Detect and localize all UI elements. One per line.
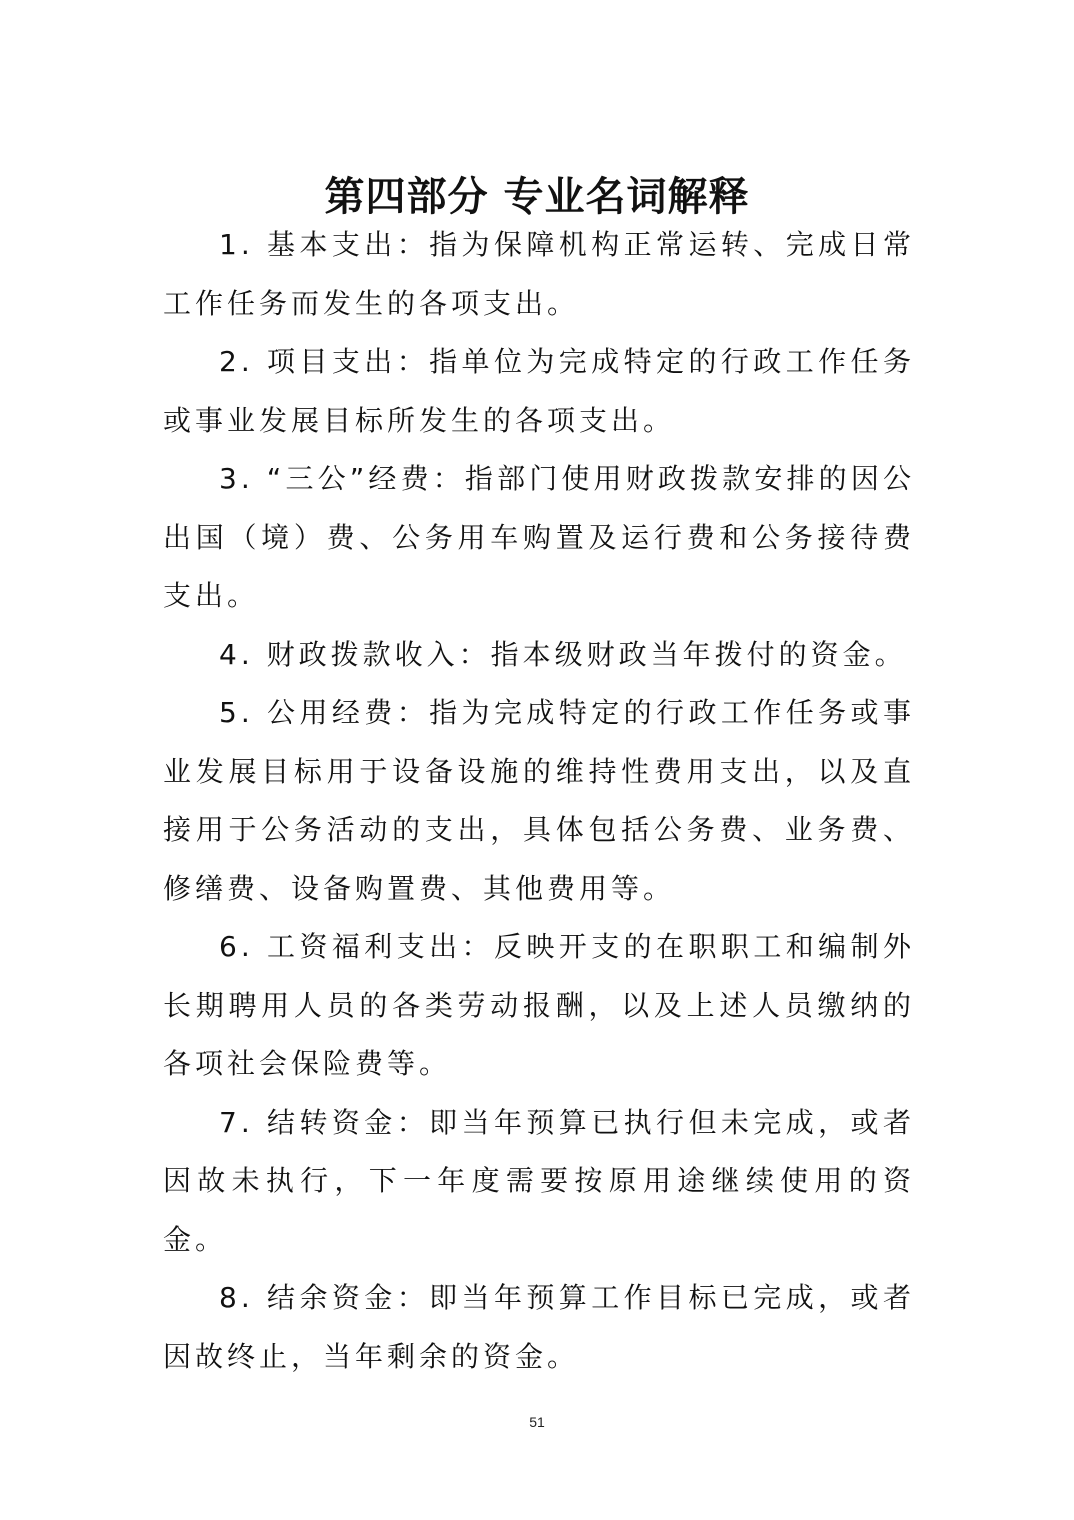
term-definition: 指为保障机构正常运转、完成日常工作任务而发生的各项支出。 [163,228,915,320]
term-definition: 即当年预算工作目标已完成，或者因故终止，当年剩余的资金。 [163,1281,915,1373]
term-wage-welfare-expenditure [163,918,915,1094]
term-definition: 反映开支的在职职工和编制外长期聘用人员的各类劳动报酬，以及上述人员缴纳的各项社会保险费等。 [163,930,915,1080]
term-definition: 指为完成特定的行政工作任务或事业发展目标用于设备设施的维持性费用支出，以及直接用于公务活动的支出，具体包括公务费、业务费、修缮费、设备购置费、其他费用等。 [163,696,915,905]
term-definition: 指单位为完成特定的行政工作任务或事业发展目标所发生的各项支出。 [163,345,915,437]
term-label: 5. 公用经费： [219,696,430,729]
term-fiscal-appropriation-income [163,626,915,685]
term-carryover-funds [163,1094,915,1270]
term-label: 2. 项目支出： [219,345,430,378]
term-label: 6. 工资福利支出： [219,930,494,963]
term-label: 3. “三公”经费： [219,462,465,495]
term-definition: 指部门使用财政拨款安排的因公出国（境）费、公务用车购置及运行费和公务接待费支出。 [163,462,915,612]
term-label: 1. 基本支出： [219,228,430,261]
term-basic-expenditure [163,216,915,333]
term-label: 7. 结转资金： [219,1105,430,1139]
term-label: 4. 财政拨款收入： [219,637,491,671]
page-number: 51 [529,1414,545,1430]
term-definition: 即当年预算已执行但未完成，或者因故未执行，下一年度需要按原用途继续使用的资金。 [163,1105,915,1256]
term-surplus-funds [163,1269,915,1386]
term-label: 8. 结余资金： [219,1281,430,1314]
term-list [163,216,915,1386]
term-definition: 指本级财政当年拨付的资金。 [490,637,907,671]
page-title: 第四部分 专业名词解释 [324,173,750,220]
term-three-public-expenses [163,450,915,626]
term-project-expenditure [163,333,915,450]
term-public-expenses [163,684,915,918]
